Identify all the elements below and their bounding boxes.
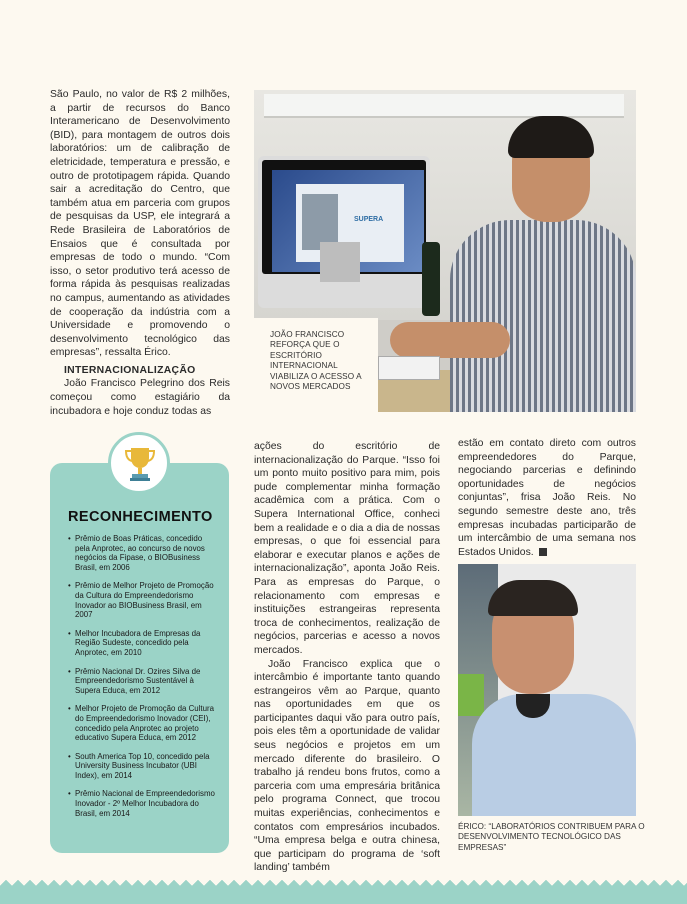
person-arm	[390, 322, 510, 358]
trophy-icon	[123, 446, 157, 482]
article-column-1	[50, 88, 230, 418]
monitor-stand	[320, 242, 360, 282]
list-item: • Melhor Incubadora de Empresas da Região Sudeste, concedido pela Anprotec, em 2010	[75, 629, 215, 658]
list-item: • Prêmio de Boas Práticas, concedido pela Anprotec, ao concurso de novos negócios da Fipase, o BIOBusiness Brasil, em 2006	[75, 534, 215, 572]
lab-equipment	[458, 674, 484, 716]
column3-text: estão em contato direto com outros empreendedores do Parque, negociando parcerias e definindo oportunidades de negócios conjuntas”, frisa João Reis. No segundo semestre deste ano, três empresas incubadas participarão de um intercâmbio de uma semana nos Estados Unidos.	[458, 438, 636, 558]
photo2-caption: ÉRICO: “LABORATÓRIOS CONTRIBUEM PARA O DESENVOLVIMENTO TECNOLÓGICO DAS EMPRESAS”	[458, 822, 645, 852]
bottom-zigzag-border	[0, 880, 687, 904]
person-shirt	[450, 220, 636, 412]
column2-paragraph-2: João Francisco explica que o intercâmbio é importante tanto quando estrangeiros vêm ao Parque, quanto nas oportunidades em que os participantes daqui vão para outro país, pois eles têm a oportunidade de validar seus negócios e projetos em um mercado diferente do brasileiro. O trabalho já rendeu bons frutos, como a parceria com uma empresária britânica pelo programa Connect, que trocou muitas experiências, conhecimentos e contatos com empresários incubados. “Uma empresa belga e outra chinesa, que participam do programa de ‘soft landing’ também	[254, 658, 440, 874]
article-column-3	[458, 437, 636, 559]
notebook	[378, 356, 440, 380]
trophy-badge	[108, 432, 170, 494]
supera-logo: SUPERA	[354, 216, 384, 223]
water-bottle	[422, 242, 440, 316]
list-item: • South America Top 10, concedido pela University Business Incubator (UBI Index), em 2014	[75, 752, 215, 781]
photo-window	[264, 94, 624, 118]
list-item: • Prêmio Nacional de Empreendedorismo Inovador - 2º Melhor Incubadora do Brasil, em 2014	[75, 789, 215, 818]
column3-paragraph-1	[458, 437, 636, 559]
column2-paragraph-1: ações do escritório de internacionalização do Parque. “Isso foi um ponto muito positivo para mim, pois pude complementar minha formação acadêmica com a prática. Com o Supera International Office, conheci bem a realidade e o dia a dia de nossas empresas, o que foi essencial para elaborar e executar planos e ações de internacionalização”, aponta João Reis. Para as empresas do Parque, o relacionamento com empresas e instituições estrangeiras representa troca de conhecimentos, realização de negócios, parcerias e acesso a novos mercados.	[254, 441, 440, 656]
end-of-article-icon	[539, 548, 547, 556]
list-item: • Prêmio de Melhor Projeto de Promoção da Cultura do Empreendedorismo Inovador ao BIOBusiness Brasil, em 2007	[75, 581, 215, 619]
recognition-title: RECONHECIMENTO	[68, 509, 213, 525]
section-heading: INTERNACIONALIZAÇÃO	[64, 364, 196, 376]
photo-joao-francisco	[254, 90, 636, 412]
recognition-box	[50, 463, 229, 853]
list-item: • Prêmio Nacional Dr. Ozires Silva de Empreendedorismo Sustentável à Supera Educa, em 2012	[75, 667, 215, 696]
recognition-list	[68, 534, 215, 818]
person-shirt	[472, 694, 636, 816]
list-item: • Melhor Projeto de Promoção da Cultura do Empreendedorismo Inovador (CEI), concedido pela Anprotec ao projeto educativo Supera Educa, em 2012	[75, 704, 215, 742]
article-column-2	[254, 440, 440, 875]
photo1-caption: JOÃO FRANCISCO REFORÇA QUE O ESCRITÓRIO INTERNACIONAL VIABILIZA O ACESSO A NOVOS MERCADOS	[254, 318, 378, 412]
person-hair	[488, 580, 578, 616]
photo-erico	[458, 564, 636, 816]
column1-paragraph-1: São Paulo, no valor de R$ 2 milhões, a partir de recursos do Banco Interamericano de Desenvolvimento (BID), para montagem de outros dois laboratórios: um de calibração de eletricidade, temperatura e pressão, e outro de prototipagem rápida. Quando sair a acreditação do Centro, que também atua em parceria com grupos de pesquisas da USP, ele integrará a Rede Brasileira de Laboratórios de Ensaios que é consultada por empresas de todo o mundo. “Com isso, o setor produtivo terá acesso de forma rápida às pesquisas realizadas no campus, aumentando as atividades de cooperação da indústria com a Universidade e promovendo o desenvolvimento tecnológico das empresas”, ressalta Érico.	[50, 89, 230, 359]
column1-paragraph-2: João Francisco Pelegrino dos Reis começou como estagiário da incubadora e hoje conduz todas as	[50, 378, 230, 417]
computer-monitor	[258, 156, 430, 308]
